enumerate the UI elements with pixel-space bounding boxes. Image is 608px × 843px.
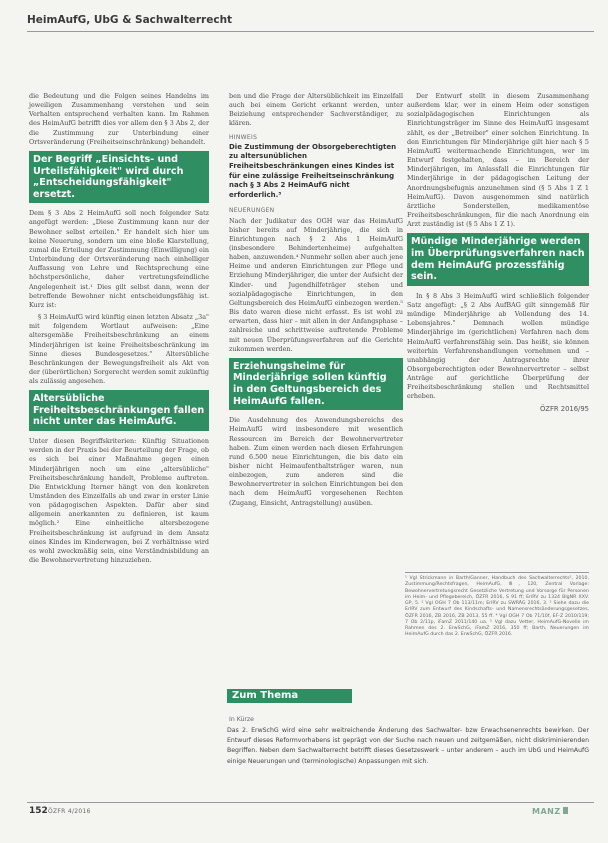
paragraph: Die Ausdehnung des Anwendungsbereichs des HeimAufG wird insbesondere mit wesentlich Ressourcen im Bereich der Bewohnervertreter haben. Zum einen werden nach diesen Erfahrungen rund 6.500 neue Einrichtungen, die bis dato ein bisher nicht Heimaufenthaltsträger waren, nun einbezogen, zum anderen sind die Bewohnervertreter in solchen Einrichtungen bei den nach dem HeimAufG vorgesehenen Rechten (Zugang, Einsicht, Antragstellung) ausüben. [229,416,403,507]
column-3 [407,92,589,414]
paragraph: die Bedeutung und die Folgen seines Handelns im jeweiligen Zusammenhang verstehen und sein Verhalten entsprechend verhalten kann. Im Rahmen des HeimAufG betrifft dies vor allem den § 3 Abs 2, der die Zustimmung zur Unterbindung einer Ortsveränderung (Freiheitseinschränkung) behandelt. [29,92,209,146]
highlight-heading: Der Begriff „Einsichts- und Urteilsfähigkeit" wird durch „Entscheidungsfähigkeit" ersetzt. [29,151,209,203]
paragraph: In § 8 Abs 3 HeimAufG wird schließlich folgender Satz angefügt: „§ 2 Abs AufBAG gilt sinngemäß für mündige Minderjährige ab Vollendung des 14. Lebensjahres." Demnach wollen mündige Minderjährige im (gerichtlichen) Verfahren nach dem HeimAufG verfahrensfähig sein. Das heißt, sie können weiterhin Verfahrenshandlungen vornehmen und – unabhängig der Antragsrechte ihrer Obsorgeberechtigten oder Bewohnervertreter – selbst Anträge auf gerichtliche Überprüfung der Freiheitsbeschränkung stellen und Rechtsmittel erheben. [407,291,589,401]
column-1 [29,92,209,568]
page-number: 152 [29,806,48,816]
source-citation: ÖZFR 2016/95 [539,404,589,413]
paragraph: Dem § 3 Abs 2 HeimAufG soll noch folgender Satz angefügt werden: „Diese Zustimmung kann nur der Bewohner selbst erteilen." Er handelt sich hier um keine Neuerung, sondern um eine bloße Klarstellung, zumal die Erteilung der Zustimmung (Einwilligung) ein Unterbindung der Ortsveränderung nach einhelliger Auffassung von Lehre und Rechtsprechung eine höchstpersönliche, daher vertretungsfeindliche Angelegenheit ist.¹ Dies gilt selbst dann, wenn der betreffende Bewohner nicht entscheidungsfähig ist. Kurz ist: [29,209,209,309]
paragraph: § 3 HeimAufG wird künftig einen letzten Absatz „3a" mit folgendem Wortlaut aufweisen: „Eine altersgemäße Freiheitsbeschränkung an einem Minderjährigen ist keine Freiheitsbeschränkung im Sinne dieses Bundesgesetzes." Altersübliche Beschränkungen der Bewegungsfreiheit als Akt von der (überörtlichen) Sorgerecht werden somit zukünftig als zulässig angesehen. [29,313,209,386]
column-2 [229,92,403,511]
section-label: NEUERUNGEN [229,207,275,215]
note-label: HINWEIS [229,133,258,141]
footnote-rule [405,572,589,573]
in-kuerze-label: In Kürze [229,716,254,723]
highlight-heading: Erziehungsheime für Minderjährige sollen künftig in den Geltungsbereich des HeimAufG fallen. [229,358,403,410]
paragraph: Nach der Judikatur des OGH war das HeimAufG bisher bereits auf Minderjährige, die sich in Einrichtungen nach § 2 Abs 1 HeimAufG (insbesondere Behindertenheime) aufgehalten haben, anzuwenden.⁴ Nunmehr sollen aber auch jene Heime und anderen Einrichtungen zur Pflege und Erziehung Minderjähriger, die unter der Aufsicht der Kinder- und Jugendhilfeträger stehen und sozialpädagogische Einrichtungen, in den Geltungsbereich des HeimAufG einbezogen werden.⁵ Bis dato waren diese nicht erfasst. Es ist wohl zu erwarten, dass hier – mit allen in der Anfangsphase – zahlreiche und schrittweise auftretende Probleme mit neuen Überprüfungsverfahren auf die Gerichte zukommen werden. [229,216,403,353]
highlight-heading: Altersübliche Freiheitsbeschränkungen fallen nicht unter das HeimAufG. [29,390,209,431]
footer-rule [27,802,594,803]
publisher-name: MANZ [532,807,561,816]
publisher-logo [532,806,568,816]
paragraph: Der Entwurf stellt in diesem Zusammenhang außerdem klar, wer in einem Heim oder sonstigen sozialpädagogischen Einrichtungen als Einrichtungsträger im Sinne des HeimAufG insgesamt zählt, es der „Betreiber" einer solchen Einrichtung. In den Einrichtungen für Minderjährige gilt hier nach § 5 HeimAufG weitermachende Einrichtungen, wer im Entwurf festgehalten, dass – im Bereich der Minderjährigen, im Anlassfall die Einrichtungen für Minderjährige in der pädagogischen Leitung der Anordnungsbefugnis anzunehmen sind (§ 5 Abs 1 Z 1 HeimAufG). Davon ausgenommen sind natürlich ärztliche Sonderstellen, medikamentöse Freiheitsbeschränkungen, für die nach Anordnung ein Arzt zuständig ist (§ 5 Abs 1 Z 1). [407,92,589,229]
summary-text: Das 2. ErwSchG wird eine sehr weitreichende Änderung des Sachwalter- bzw Erwachsenenrechts bewirken. Der Entwurf dieses Reformvorhabens ist geprägt von der Suche nach neuen und zeitgemäßen, nicht diskriminierenden Begriffen. Neben dem Sachwalterrecht betrifft dieses Gesetzeswerk – unter anderem – auch im UbG und HeimAufG einige Neuerungen und (terminologische) Anpassungen mit sich. [227,727,589,765]
publisher-mark-icon [563,807,568,814]
highlight-heading: Mündige Minderjährige werden im Überprüfungsverfahren nach dem HeimAufG prozessfähig sein. [407,233,589,285]
header-rule [27,31,594,32]
note-statement: Die Zustimmung der Obsorgeberechtigten zu altersunüblichen Freiheitsbeschränkungen eines Kindes ist für eine zulässige Freiheitseinschränkung nach § 3 Abs 2 HeimAufG nicht erforderlich.³ [229,142,397,199]
journal-issue: ÖZFR 4/2016 [48,808,91,815]
paragraph: Unter diesen Begriffskriterien: Künftig Situationen werden in der Praxis bei der Beurteilung der Frage, ob es sich bei einer Maßnahme gegen einen Minderjährigen noch um eine „altersübliche" Freiheitsbeschränkung handelt, Probleme auftreten. Die Entwicklung Iterner hängt von den konkreten Umständen des Einzelfalls ab und zwar in erster Linie von pädagogischen Aspekten. Dafür aber sind allgemein anerkannten zu definieren, ist kaum möglich.² Eine einheitliche altersbezogene Freiheitsbeschränkung ist aufgrund in dem Ansatz eines Kindes im Kinderwagen, bei Z verhältnisse wird es wohl zweckmäßig sein, eine Verständnisbildung an die Bewohnervertretung hinzuziehen. [29,437,209,565]
footnotes: ¹ Vgl Strickmann in Barth/Ganner, Handbuch des Sachwalterrechts², 2010, Zustimmung/Rechtsfragen, HeimAufG, Ⅲ, 120, Zentral Vorlage: Bewohnervertretungsrecht Gesetzliche Vertretung und Vorsorge für Personen im Heim- und Pflegebereich, ÖZFR 2016, S 91 ff; ErlRV zu 1324 BlgNR XXV. GP, 5. ² Vgl OGH 7 Ob 113/11m; ErlRV zu SWRÄG 2016, 3. ³ Siehe dazu die ErlRV zum Entwurf des Kindschafts- und Namensrechtsänderungsgesetzes, ÖZFR 2016, ZB 2016, ZB 2013, 55 ff. ⁴ Vgl OGH 7 Ob 71/10f, EF-Z 2010/119; 7 Ob 2/11p, iFamZ 2011/140 ua. ⁵ Vgl dazu Vetter, HeimAufG-Novelle im Rahmen des 2. ErwSchG, iFamZ 2016, 350 ff; Barth, Neuerungen im HeimAufG durch das 2. ErwSchG, ÖZFR 2016. [405,576,589,638]
running-header: HeimAufG, UbG & Sachwalterrecht [27,14,233,26]
paragraph: ben und die Frage der Altersüblichkeit im Einzelfall auch bei einem Gericht erkannt werden, unter Beiziehung entsprechender Sachverständiger, zu klären. [229,92,403,128]
zum-thema-heading: Zum Thema [227,689,352,703]
